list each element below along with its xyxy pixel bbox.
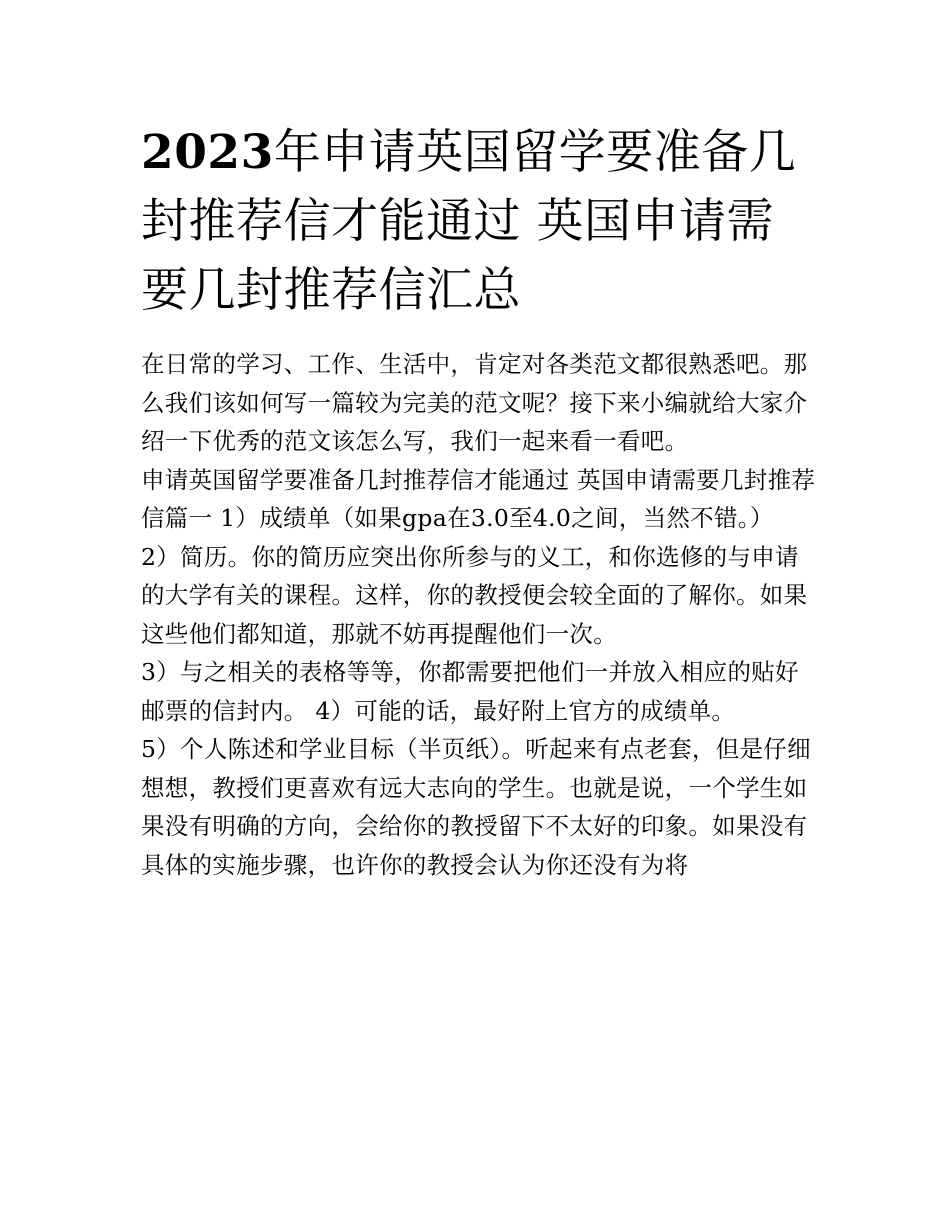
title-year: 2023 [141, 125, 274, 180]
document-content [141, 118, 821, 884]
title-text: 年申请英国留学要准备几封推荐信才能通过 英国申请需要几封推荐信汇总 [141, 125, 797, 318]
paragraph-intro: 在日常的学习、工作、生活中，肯定对各类范文都很熟悉吧。那么我们该如何写一篇较为完美的范文呢？接下来小编就给大家介绍一下优秀的范文该怎么写，我们一起来看一看吧。 [141, 350, 808, 455]
document-body [141, 345, 821, 884]
paragraph-item-3-4: 3）与之相关的表格等等，你都需要把他们一并放入相应的贴好邮票的信封内。 4）可能的话，最好附上官方的成绩单。 [141, 658, 799, 725]
paragraph-item-2: 2）简历。你的简历应突出你所参与的义工，和你选修的与申请的大学有关的课程。这样，你的教授便会较全面的了解你。如果这些他们都知道，那就不妨再提醒他们一次。 [141, 542, 808, 648]
paragraph-item-1: 申请英国留学要准备几封推荐信才能通过 英国申请需要几封推荐信篇一 1）成绩单（如果gpa在3.0至4.0之间，当然不错。） [141, 465, 816, 532]
paragraph-item-5: 5）个人陈述和学业目标（半页纸）。听起来有点老套，但是仔细想想，教授们更喜欢有远大志向的学生。也就是说，一个学生如果没有明确的方向，会给你的教授留下不太好的印象。如果没有具体的实施步骤，也许你的教授会认为你还没有为将 [141, 735, 811, 879]
document-title [141, 118, 821, 325]
